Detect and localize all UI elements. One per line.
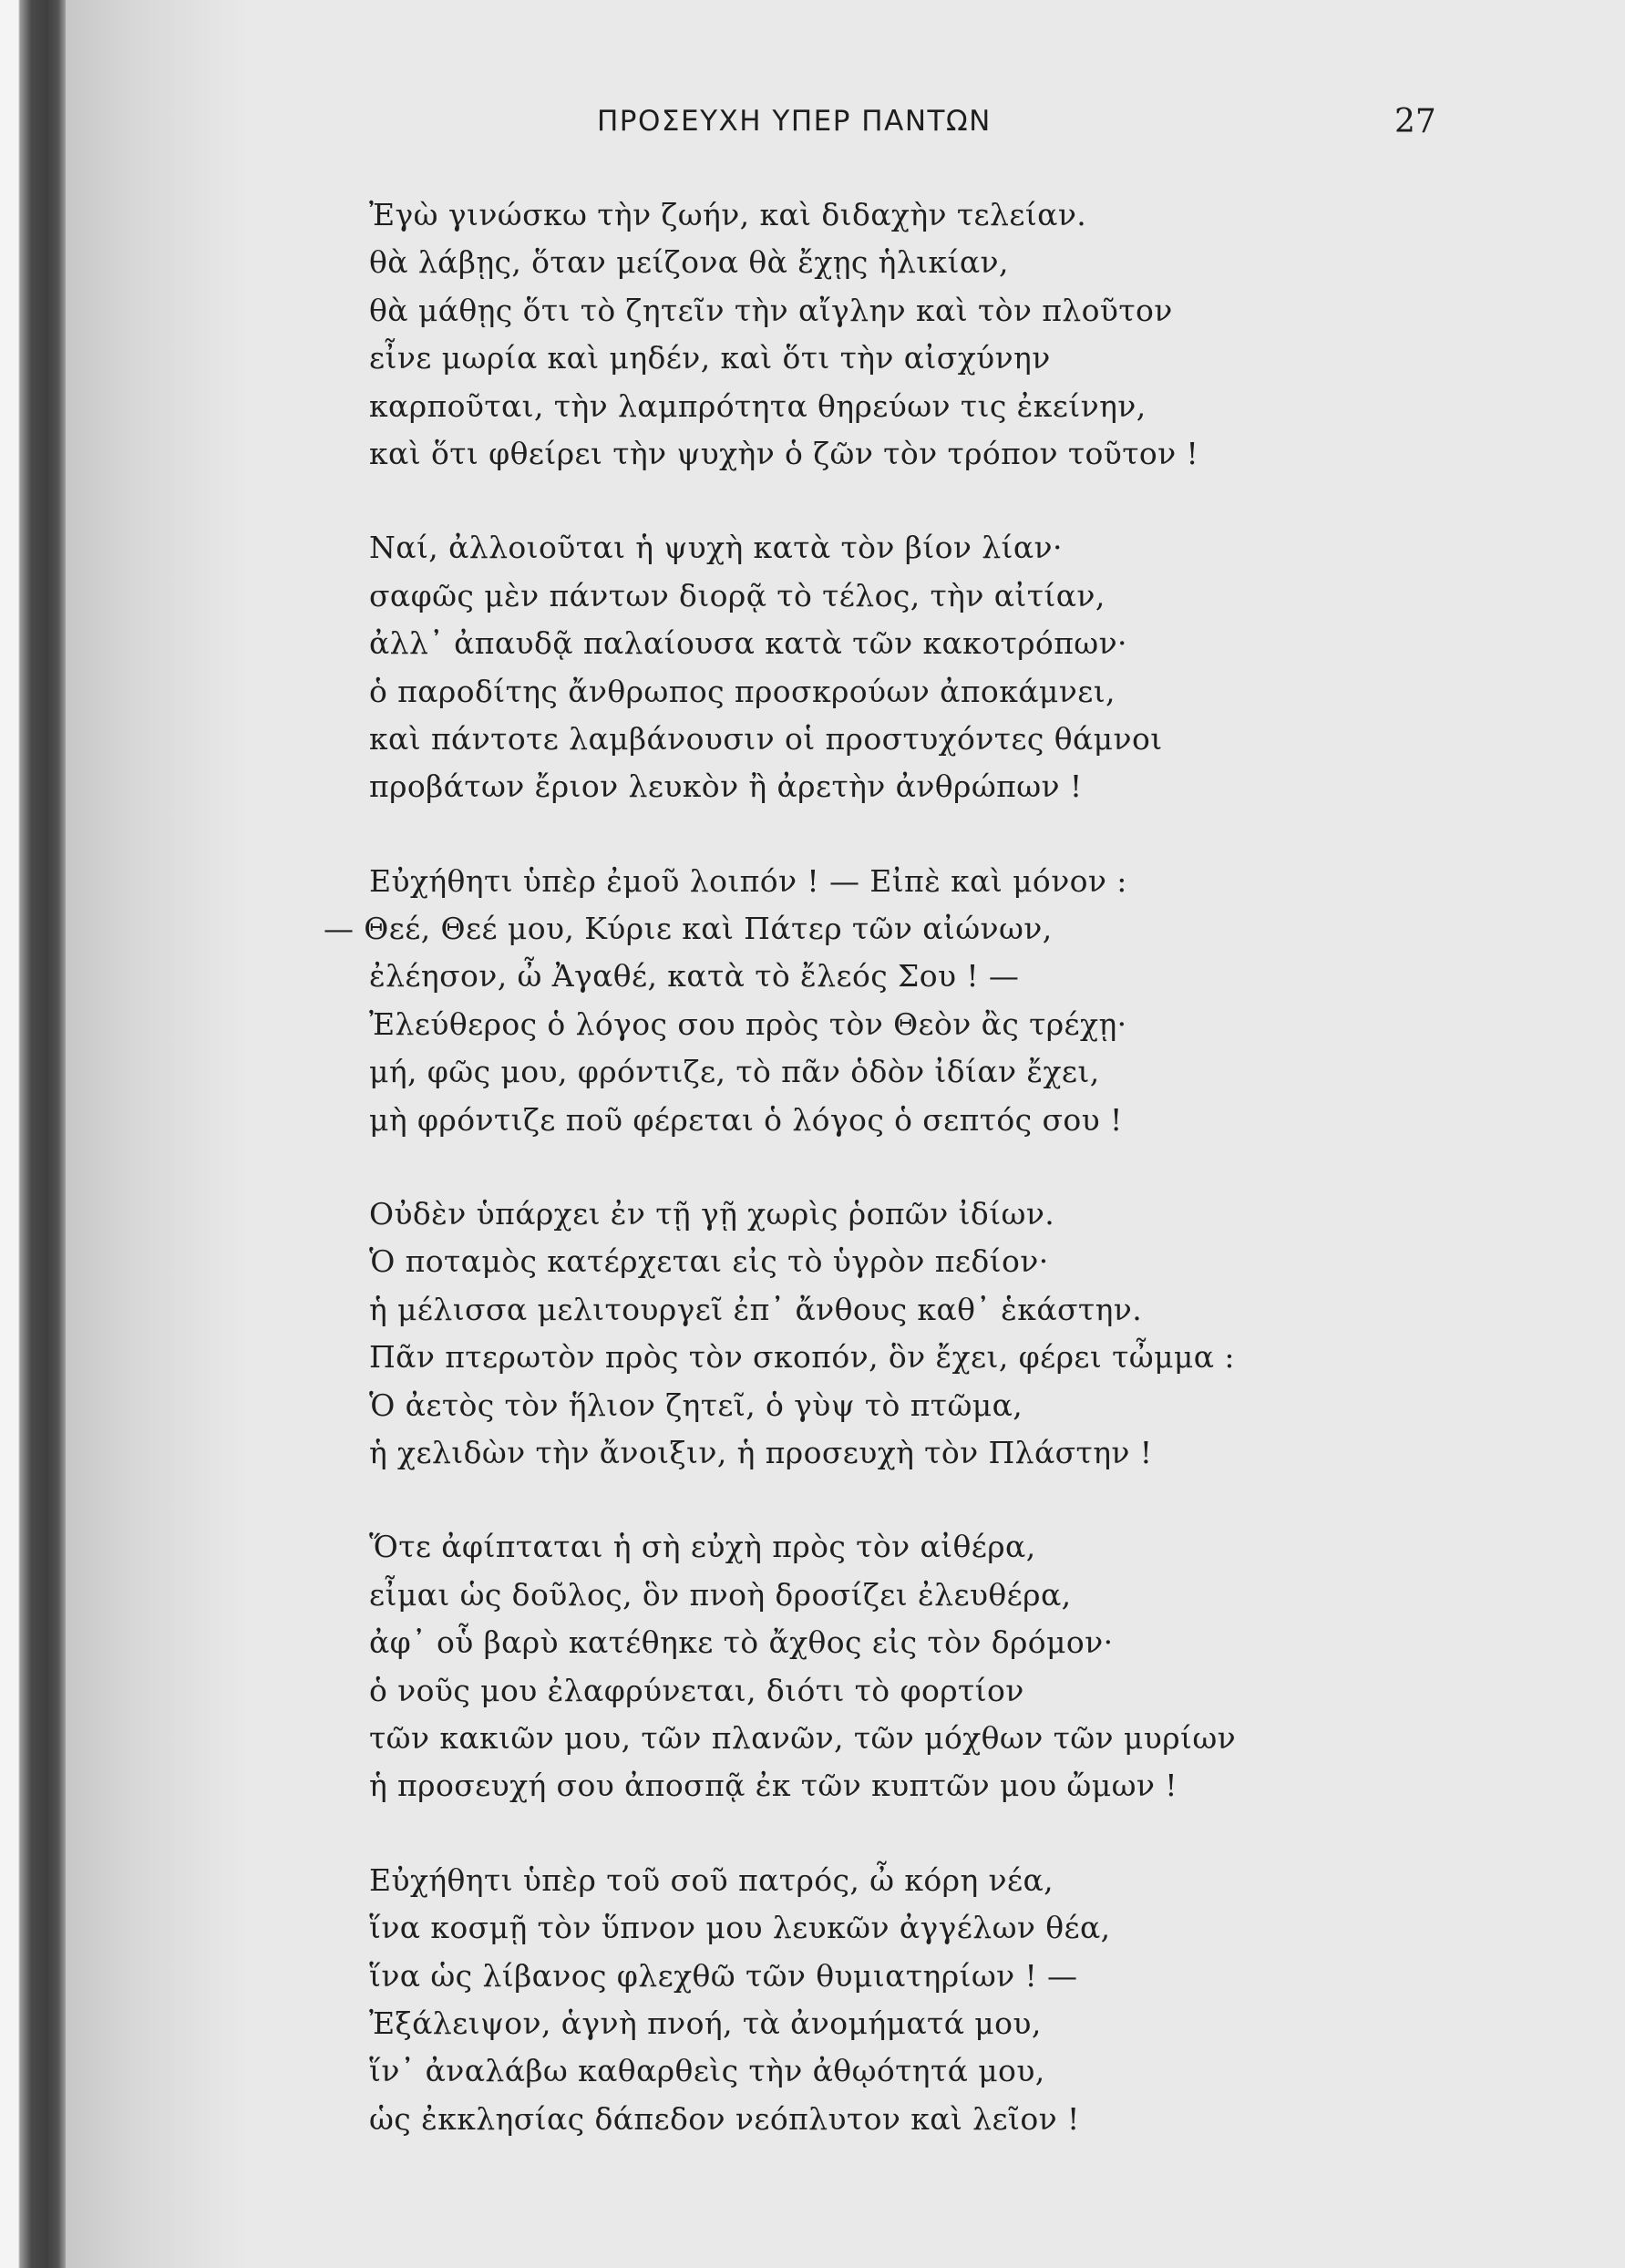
stanza bbox=[0, 858, 1625, 1144]
poem-line: ἀλλ᾽ ἀπαυδᾷ παλαίουσα κατὰ τῶν κακοτρόπων· bbox=[369, 625, 1127, 662]
poem-line: Ναί, ἀλλοιοῦται ἡ ψυχὴ κατὰ τὸν βίον λίαν· bbox=[369, 530, 1063, 566]
poem-line: ὁ παροδίτης ἄνθρωπος προσκρούων ἀποκάμνει, bbox=[369, 673, 1116, 709]
poem-line: προβάτων ἔριον λευκὸν ἢ ἀρετὴν ἀνθρώπων ! bbox=[369, 768, 1083, 805]
poem-line: Ὁ ποταμὸς κατέρχεται εἰς τὸ ὑγρὸν πεδίον· bbox=[369, 1243, 1049, 1280]
stanza bbox=[0, 1523, 1625, 1809]
stanza bbox=[0, 1857, 1625, 2143]
poem-line: Εὐχήθητι ὑπὲρ ἐμοῦ λοιπόν ! — Εἰπὲ καὶ μόνον : bbox=[369, 862, 1127, 899]
poem-line: ἵνα κοσμῇ τὸν ὕπνον μου λευκῶν ἀγγέλων θέα, bbox=[369, 1910, 1111, 1946]
page-header bbox=[0, 105, 1625, 160]
poem-line: μὴ φρόντιζε ποῦ φέρεται ὁ λόγος ὁ σεπτός σου ! bbox=[369, 1101, 1123, 1138]
poem-line: ἵνα ὡς λίβανος φλεχθῶ τῶν θυμιατηρίων ! — bbox=[369, 1957, 1078, 1994]
poem-line: ἐλέησον, ὦ Ἀγαθέ, κατὰ τὸ ἔλεός Σου ! — bbox=[369, 958, 1020, 995]
poem-line: Ἐλεύθερος ὁ λόγος σου πρὸς τὸν Θεὸν ἂς τρέχῃ· bbox=[369, 1005, 1127, 1042]
poem-line: ἡ μέλισσα μελιτουργεῖ ἐπ᾽ ἄνθους καθ᾽ ἑκάστην. bbox=[369, 1291, 1143, 1327]
poem-line: — Θεέ, Θεέ μου, Κύριε καὶ Πάτερ τῶν αἰώνων, bbox=[324, 911, 1053, 947]
poem-line: Πᾶν πτερωτὸν πρὸς τὸν σκοπόν, ὃν ἔχει, φέρει τὦμμα : bbox=[369, 1339, 1235, 1376]
page-number: 27 bbox=[1394, 103, 1436, 140]
poem-line: ἡ προσευχή σου ἀποσπᾷ ἐκ τῶν κυπτῶν μου ὤμων ! bbox=[369, 1768, 1178, 1804]
poem-line: ὡς ἐκκλησίας δάπεδον νεόπλυτον καὶ λεῖον ! bbox=[369, 2100, 1080, 2137]
poem-line: ἡ χελιδὼν τὴν ἄνοιξιν, ἡ προσευχὴ τὸν Πλάστην ! bbox=[369, 1434, 1153, 1470]
poem-line: ἀφ᾽ οὗ βαρὺ κατέθηκε τὸ ἄχθος εἰς τὸν δρόμον· bbox=[369, 1624, 1114, 1661]
stanza bbox=[0, 1191, 1625, 1477]
poem-line: Ὁ ἀετὸς τὸν ἥλιον ζητεῖ, ὁ γὺψ τὸ πτῶμα, bbox=[369, 1387, 1023, 1423]
poem-line: Ἐγὼ γινώσκω τὴν ζωήν, καὶ διδαχὴν τελείαν. bbox=[369, 197, 1087, 232]
poem-line: τῶν κακιῶν μου, τῶν πλανῶν, τῶν μόχθων τῶν μυρίων bbox=[369, 1719, 1237, 1756]
poem-body bbox=[0, 191, 1625, 2190]
stanza bbox=[0, 524, 1625, 810]
poem-line: ἵν᾽ ἀναλάβω καθαρθεὶς τὴν ἀθῳότητά μου, bbox=[369, 2053, 1045, 2089]
poem-line: θὰ μάθῃς ὅτι τὸ ζητεῖν τὴν αἴγλην καὶ τὸν πλοῦτον bbox=[369, 292, 1173, 328]
stanza bbox=[0, 191, 1625, 478]
poem-line: καρποῦται, τὴν λαμπρότητα θηρεύων τις ἐκείνην, bbox=[369, 387, 1147, 424]
poem-line: Εὐχήθητι ὑπὲρ τοῦ σοῦ πατρός, ὦ κόρη νέα, bbox=[369, 1861, 1054, 1898]
poem-line: θὰ λάβῃς, ὅταν μείζονα θὰ ἔχῃς ἡλικίαν, bbox=[369, 244, 1009, 281]
running-title: ΠΡΟΣΕΥΧΗ ΥΠΕΡ ΠΑΝΤΩΝ bbox=[597, 105, 992, 138]
poem-line: σαφῶς μὲν πάντων διορᾷ τὸ τέλος, τὴν αἰτίαν, bbox=[369, 577, 1106, 613]
poem-line: Ἐξάλειψον, ἁγνὴ πνοή, τὰ ἀνομήματά μου, bbox=[369, 2005, 1042, 2041]
poem-line: Οὐδὲν ὑπάρχει ἐν τῇ γῇ χωρὶς ῥοπῶν ἰδίων. bbox=[369, 1196, 1055, 1232]
poem-line: εἶμαι ὡς δοῦλος, ὃν πνοὴ δροσίζει ἐλευθέρα, bbox=[369, 1576, 1072, 1613]
poem-line: καὶ πάντοτε λαμβάνουσιν οἱ προστυχόντες θάμνοι bbox=[369, 720, 1163, 757]
poem-line: μή, φῶς μου, φρόντιζε, τὸ πᾶν ὁδὸν ἰδίαν ἔχει, bbox=[369, 1054, 1100, 1090]
poem-line: ὁ νοῦς μου ἐλαφρύνεται, διότι τὸ φορτίον bbox=[369, 1672, 1024, 1708]
poem-line: καὶ ὅτι φθείρει τὴν ψυχὴν ὁ ζῶν τὸν τρόπον τοῦτον ! bbox=[369, 435, 1199, 471]
poem-line: Ὅτε ἀφίπταται ἡ σὴ εὐχὴ πρὸς τὸν αἰθέρα, bbox=[369, 1529, 1036, 1565]
poem-line: εἶνε μωρία καὶ μηδέν, καὶ ὅτι τὴν αἰσχύνην bbox=[369, 340, 1051, 376]
